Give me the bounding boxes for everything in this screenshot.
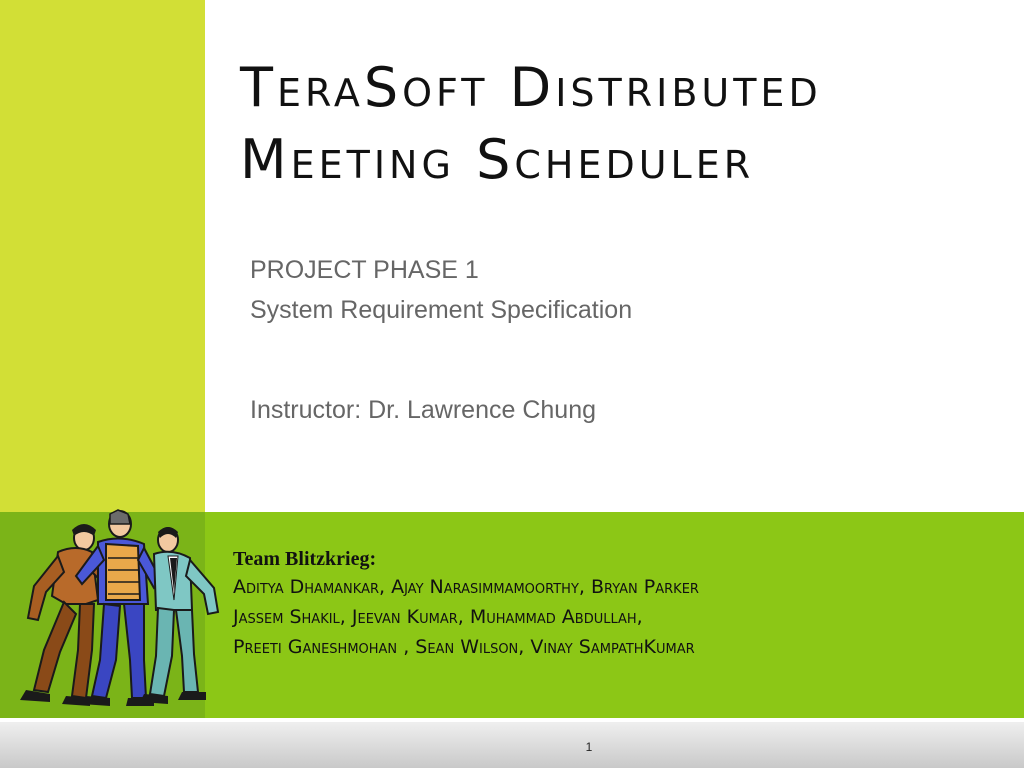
subtitle-project-phase: PROJECT PHASE 1 [250, 256, 479, 284]
team-members-line-1: Aditya Dhamankar, Ajay Narasimmamoorthy, Bryan Parker [233, 576, 699, 598]
slide-number: 1 [585, 740, 593, 754]
businessmen-clipart-icon [6, 500, 226, 722]
slide-title-line-2: Meeting Scheduler [240, 128, 755, 191]
right-man-figure [140, 527, 218, 704]
team-members-line-3: Preeti Ganeshmohan , Sean Wilson, Vinay SampathKumar [233, 636, 695, 658]
team-members-line-2: Jassem Shakil, Jeevan Kumar, Muhammad Abdullah, [233, 606, 643, 628]
team-block [233, 546, 1013, 662]
team-name: Team Blitzkrieg: [233, 548, 377, 570]
slide-title [240, 52, 1010, 196]
subtitle-document-name: System Requirement Specification [250, 296, 633, 324]
slide-subtitle [250, 250, 950, 330]
instructor-line: Instructor: Dr. Lawrence Chung [250, 396, 596, 424]
left-accent-bar [0, 0, 205, 512]
slide-footer [0, 722, 1024, 768]
slide-title-line-1: TeraSoft Distributed [240, 56, 822, 119]
